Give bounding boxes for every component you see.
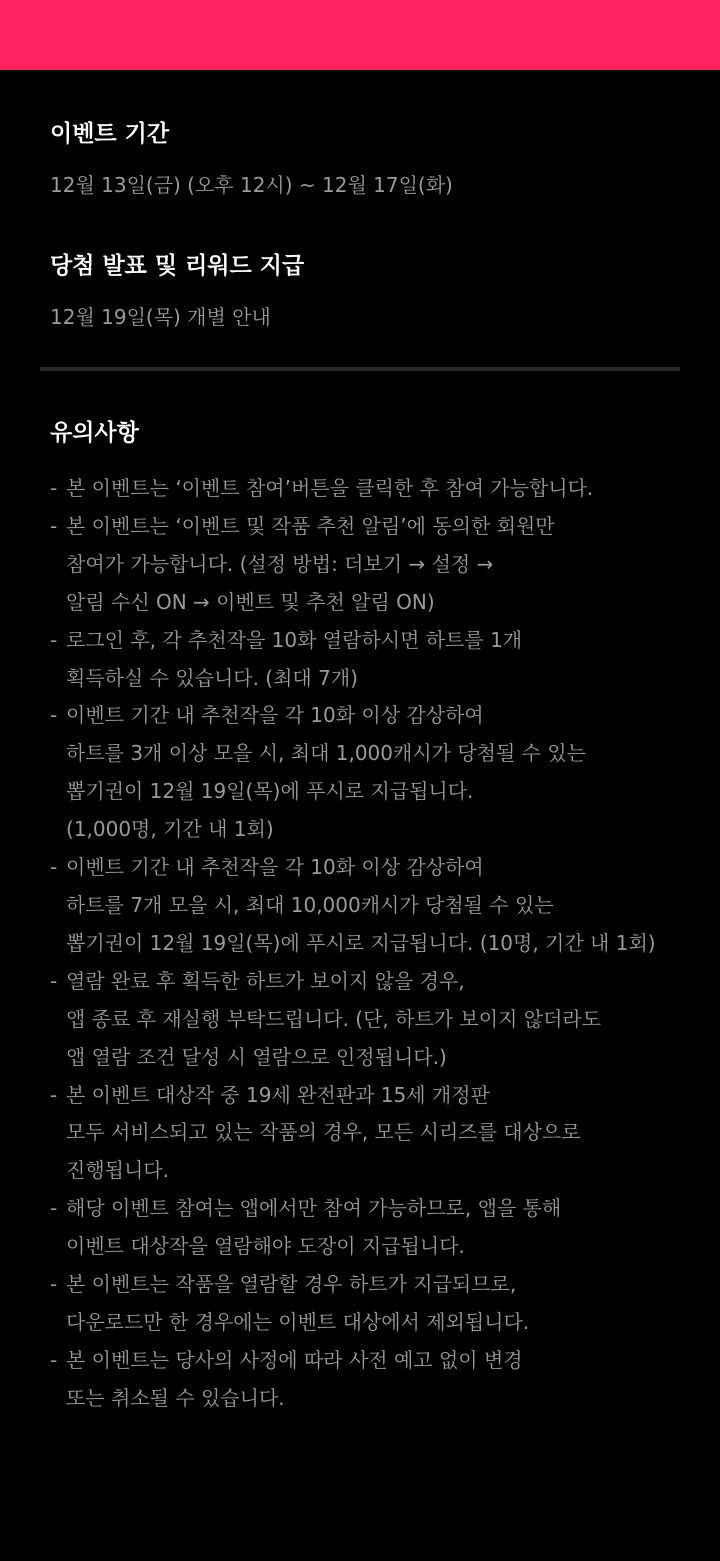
note-line: 본 이벤트는 ‘이벤트 참여’버튼을 클릭한 후 참여 가능합니다. — [66, 476, 594, 500]
note-item — [50, 508, 680, 622]
note-bullet: - — [50, 1347, 58, 1372]
event-info-content — [0, 119, 720, 1418]
note-line: 뽑기권이 12월 19일(목)에 푸시로 지급됩니다. (10명, 기간 내 1회) — [66, 930, 656, 955]
note-line: 이벤트 대상작을 열람해야 도장이 지급됩니다. — [66, 1234, 465, 1259]
note-item — [50, 849, 680, 963]
note-text — [66, 1077, 581, 1191]
note-line: 뽑기권이 12월 19일(목)에 푸시로 지급됩니다. — [66, 779, 474, 804]
winner-announcement-text: 12월 19일(목) 개별 안내 — [50, 305, 271, 329]
note-line: 이벤트 기간 내 추천작을 각 10화 이상 감상하여 — [66, 703, 484, 728]
note-item — [50, 1266, 680, 1342]
note-item — [50, 1190, 680, 1266]
note-item — [50, 697, 680, 849]
note-line: 로그인 후, 각 추천작을 10화 열람하시면 하트를 1개 — [66, 627, 523, 652]
section-divider — [40, 367, 680, 371]
note-line: 알림 수신 ON → 이벤트 및 추천 알림 ON) — [66, 589, 435, 614]
note-text — [66, 697, 586, 849]
note-text — [66, 1190, 561, 1266]
note-line: 다운로드만 한 경우에는 이벤트 대상에서 제외됩니다. — [66, 1309, 530, 1334]
note-text — [66, 508, 555, 622]
note-line: 모두 서비스되고 있는 작품의 경우, 모든 시리즈를 대상으로 — [66, 1120, 581, 1145]
note-line: 앱 종료 후 재실행 부탁드립니다. (단, 하트가 보이지 않더라도 — [66, 1006, 602, 1031]
note-item — [50, 963, 680, 1077]
note-line: (1,000명, 기간 내 1회) — [66, 817, 274, 842]
note-bullet: - — [50, 855, 58, 880]
note-item — [50, 622, 680, 698]
note-bullet: - — [50, 1196, 58, 1221]
note-line: 본 이벤트 대상작 중 19세 완전판과 15세 개정판 — [66, 1082, 490, 1107]
winner-announcement-title: 당첨 발표 및 리워드 지급 — [50, 253, 305, 279]
note-line: 본 이벤트는 당사의 사정에 따라 사전 예고 없이 변경 — [66, 1347, 523, 1372]
notes-list — [40, 470, 680, 1418]
note-line: 참여가 가능합니다. (설정 방법: 더보기 → 설정 → — [66, 551, 494, 576]
note-line: 본 이벤트는 ‘이벤트 및 작품 추천 알림’에 동의한 회원만 — [66, 513, 555, 538]
note-text — [66, 963, 601, 1077]
event-period-title: 이벤트 기간 — [50, 121, 170, 147]
note-bullet: - — [50, 703, 58, 728]
note-bullet: - — [50, 513, 58, 538]
note-line: 획득하실 수 있습니다. (최대 7개) — [66, 665, 358, 690]
note-line: 또는 취소될 수 있습니다. — [66, 1385, 285, 1410]
note-bullet: - — [50, 1272, 58, 1297]
note-text — [66, 622, 522, 698]
note-bullet: - — [50, 1082, 58, 1107]
note-bullet: - — [50, 476, 58, 500]
note-line: 본 이벤트는 작품을 열람할 경우 하트가 지급되므로, — [66, 1272, 517, 1297]
note-line: 이벤트 기간 내 추천작을 각 10화 이상 감상하여 — [66, 855, 484, 880]
note-text — [66, 1266, 529, 1342]
note-line: 앱 열람 조건 달성 시 열람으로 인정됩니다.) — [66, 1044, 447, 1069]
note-text — [66, 1342, 523, 1418]
note-bullet: - — [50, 968, 58, 993]
note-item — [50, 470, 680, 508]
note-line: 하트를 7개 모을 시, 최대 10,000캐시가 당첨될 수 있는 — [66, 892, 554, 917]
note-text — [66, 470, 593, 508]
note-item — [50, 1342, 680, 1418]
note-text — [66, 849, 656, 963]
event-period-text: 12월 13일(금) (오후 12시) ~ 12월 17일(화) — [50, 173, 453, 197]
note-line: 하트를 3개 이상 모을 시, 최대 1,000캐시가 당첨될 수 있는 — [66, 741, 586, 766]
note-line: 열람 완료 후 획득한 하트가 보이지 않을 경우, — [66, 968, 465, 993]
notes-title: 유의사항 — [50, 420, 139, 446]
note-line: 진행됩니다. — [66, 1158, 169, 1183]
note-item — [50, 1077, 680, 1191]
note-line: 해당 이벤트 참여는 앱에서만 참여 가능하므로, 앱을 통해 — [66, 1196, 562, 1221]
top-accent-bar — [0, 0, 720, 70]
note-bullet: - — [50, 627, 58, 652]
